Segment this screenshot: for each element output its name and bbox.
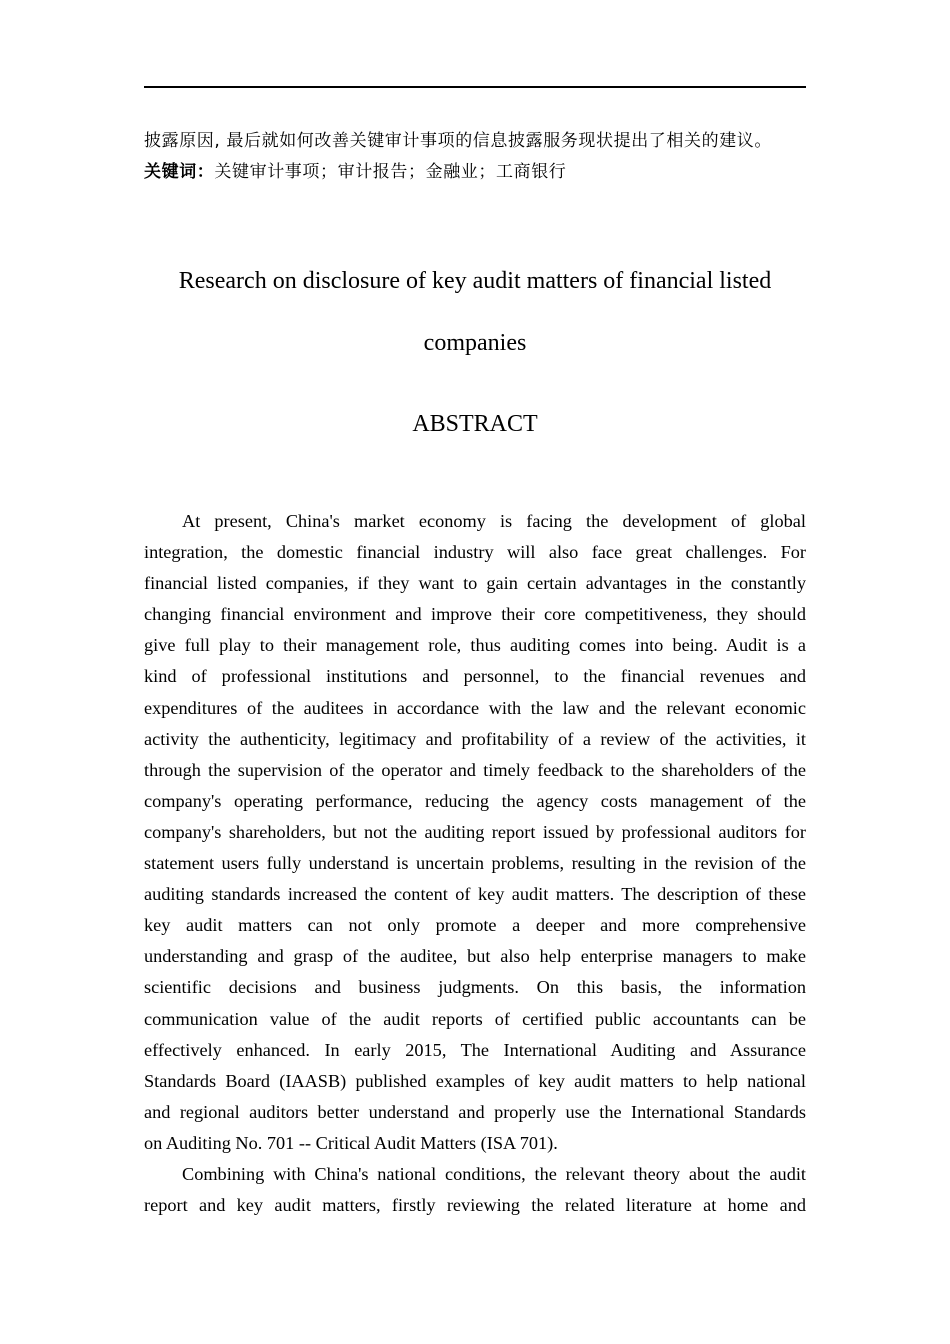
paragraph-line: communication value of the audit reports of certified public accountants can be [144,1008,806,1029]
paragraph-line: changing financial environment and improve their core competitiveness, they should [144,604,806,625]
paragraph-line: and regional auditors better understand and properly use the International Standards [144,1101,806,1122]
english-title-line2: companies [423,330,527,356]
paragraph-line: through the supervision of the operator and timely feedback to the shareholders of the [144,759,806,780]
paragraph-line: on Auditing No. 701 -- Critical Audit Matters (ISA 701). [144,1132,558,1153]
chinese-keywords [144,157,566,182]
paragraph-line: statement users fully understand is uncertain problems, resulting in the revision of the [144,853,806,874]
abstract-heading: ABSTRACT [412,411,538,437]
paragraph-line: effectively enhanced. In early 2015, The International Auditing and Assurance [144,1039,806,1060]
paragraph-line: Combining with China's national conditions, the relevant theory about the audit [182,1163,806,1184]
paragraph-line: company's shareholders, but not the auditing report issued by professional auditors for [144,821,806,842]
paragraph-line: At present, China's market economy is facing the development of global [182,511,806,531]
header-rule [144,86,806,88]
paragraph-line: financial listed companies, if they want to gain certain advantages in the constantly [144,573,806,594]
english-title-line1: Research on disclosure of key audit matters of financial listed [178,268,772,294]
paragraph-line: expenditures of the auditees in accordance with the law and the relevant economic [144,697,806,718]
paragraph-line: company's operating performance, reducing the agency costs management of the [144,790,806,811]
paragraph-line: understanding and grasp of the auditee, but also help enterprise managers to make [144,946,806,967]
paragraph-line: give full play to their management role, thus auditing comes into being. Audit is a [144,635,806,656]
paragraph-line: key audit matters can not only promote a deeper and more comprehensive [144,915,806,936]
chinese-abstract-last-line: 披露原因, 最后就如何改善关键审计事项的信息披露服务现状提出了相关的建议。 [144,131,773,151]
keywords-label: 关键词： [144,162,215,182]
abstract-body [144,506,806,1221]
paragraph-line: Standards Board (IAASB) published examples of key audit matters to help national [144,1070,806,1091]
paragraph-line: auditing standards increased the content of key audit matters. The description of these [144,884,806,905]
paragraph-line: scientific decisions and business judgments. On this basis, the information [144,977,806,998]
paragraph-line: integration, the domestic financial industry will also face great challenges. For [144,542,806,563]
paragraph-line: kind of professional institutions and personnel, to the financial revenues and [144,666,806,687]
paragraph-line: report and key audit matters, firstly reviewing the related literature at home and [144,1195,806,1216]
paragraph-line: activity the authenticity, legitimacy and profitability of a review of the activities, it [144,728,806,749]
keywords-text: 关键审计事项；审计报告；金融业；工商银行 [214,162,567,182]
